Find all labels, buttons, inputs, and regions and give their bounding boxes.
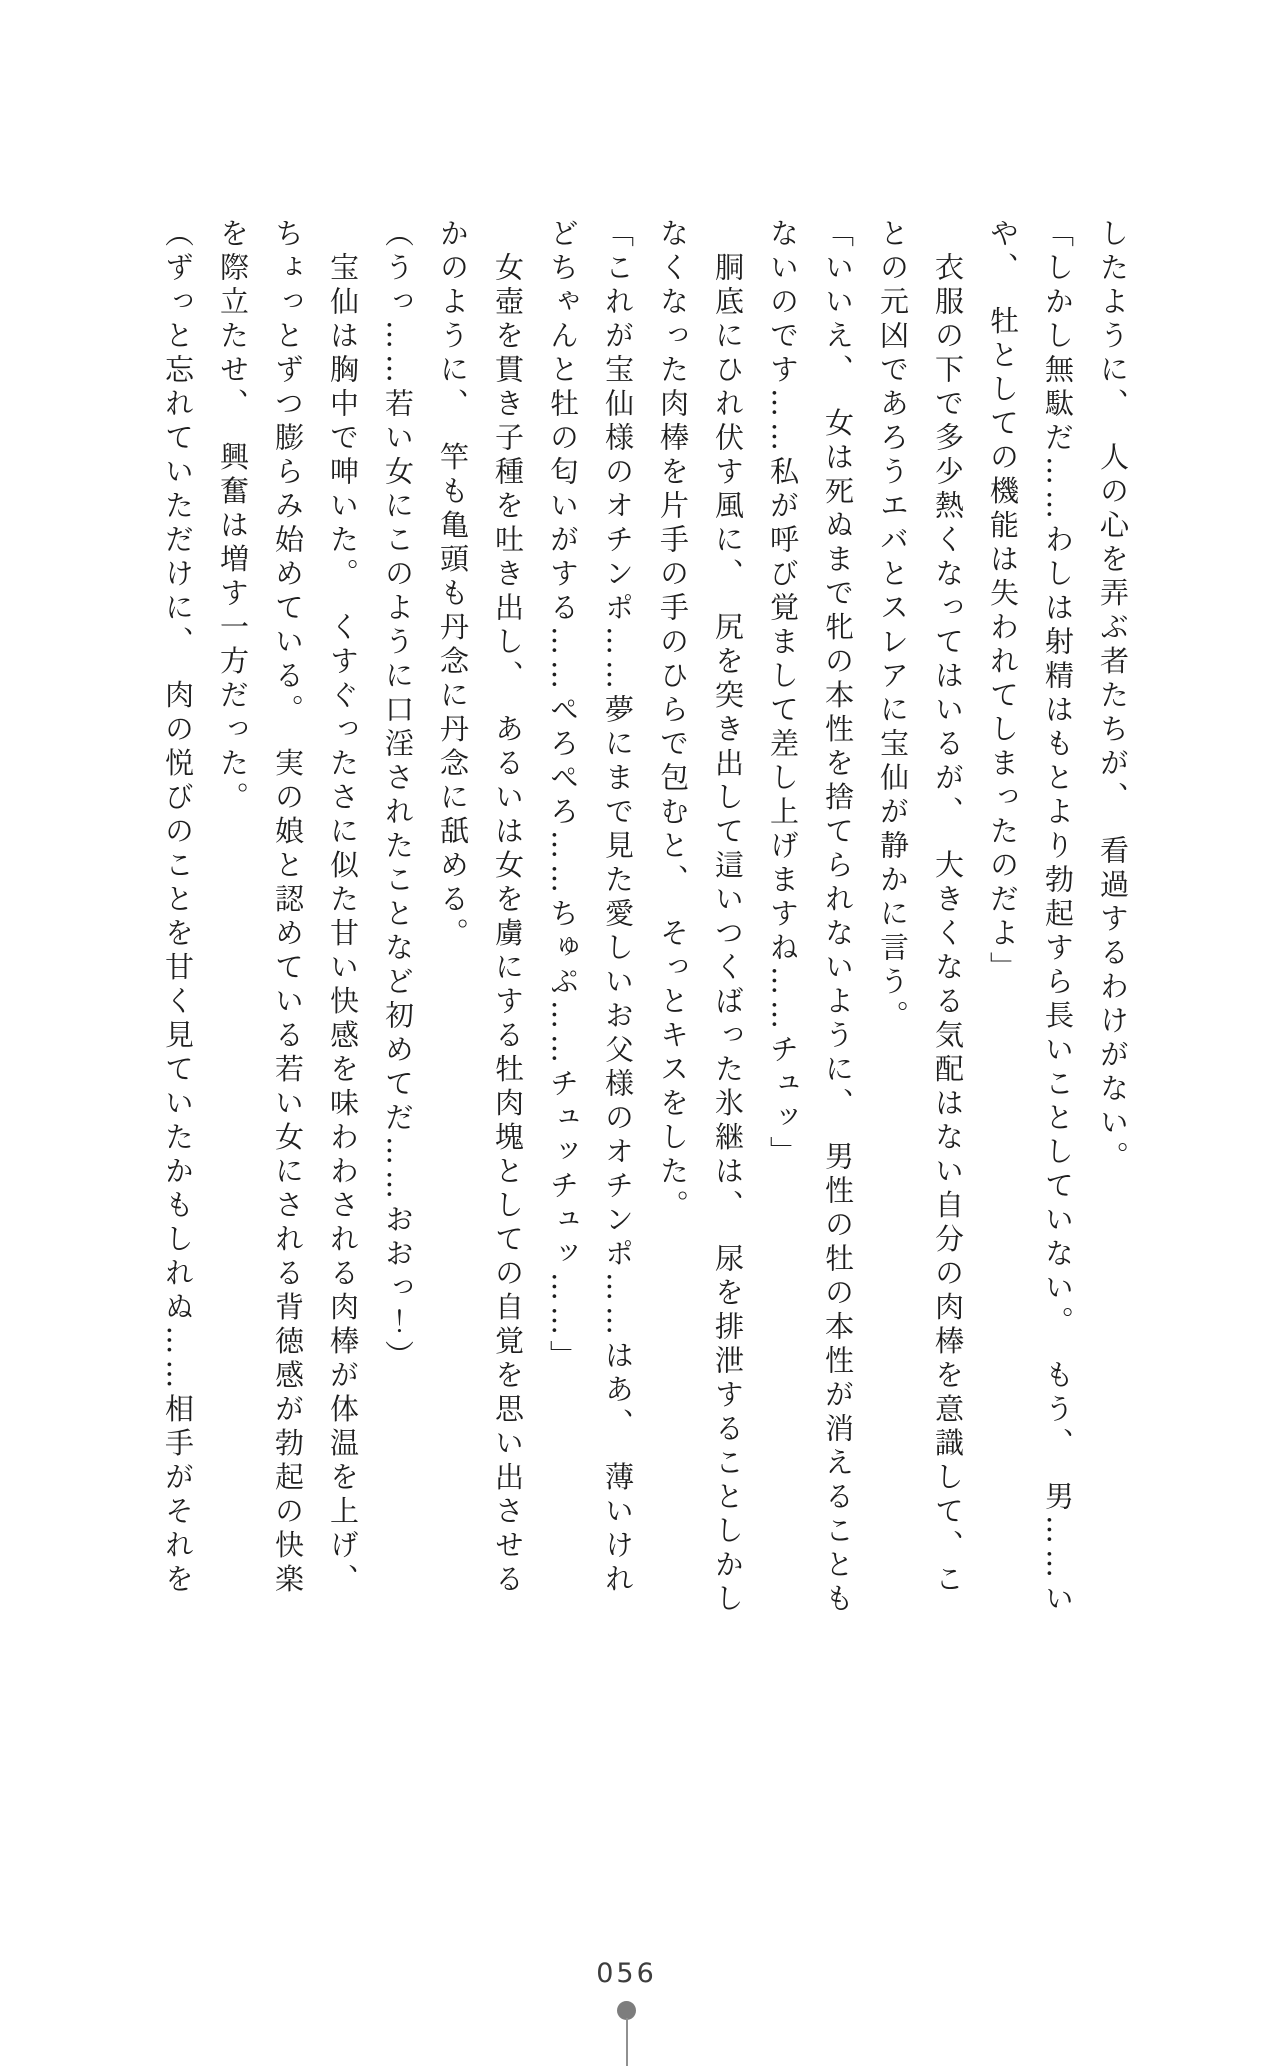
text-line: 宝仙は胸中で呻いた。 くすぐったさに似た甘い快感を味わわされる肉棒が体温を上げ、 <box>326 218 360 1598</box>
text-line: を際立たせ、 興奮は増す一方だった。 <box>216 218 250 816</box>
text-line: ちょっとずつ膨らみ始めている。 実の娘と認めている若い女にされる背徳感が勃起の快楽 <box>271 218 305 1598</box>
text-line: どちゃんと牡の匂いがする……ぺろぺろ……ちゅぷ……チュッチュッ……」 <box>546 218 580 1374</box>
text-line: かのように、 竿も亀頭も丹念に丹念に舐める。 <box>436 218 470 952</box>
text-line: との元凶であろうエバとスレアに宝仙が静かに言う。 <box>876 218 910 1034</box>
text-line: （うっ……若い女にこのように口淫されたことなど初めてだ……おおっ！） <box>381 218 415 1374</box>
text-line: 衣服の下で多少熱くなってはいるが、 大きくなる気配はない自分の肉棒を意識して、こ <box>931 218 965 1598</box>
page-text-block <box>150 218 1140 1663</box>
text-line: （ずっと忘れていただけに、 肉の悦びのことを甘く見ていたかもしれぬ……相手がそれを <box>161 218 195 1598</box>
text-line: や、 牡としての機能は失われてしまったのだよ」 <box>986 218 1020 986</box>
text-line: なくなった肉棒を片手の手のひらで包むと、 そっとキスをした。 <box>656 218 690 1224</box>
page-number: 056 <box>596 1958 657 1989</box>
text-line: 「しかし無駄だ……わしは射精はもとより勃起すら長いことしていない。 もう、 男……い <box>1041 218 1075 1617</box>
text-line: 胴底にひれ伏す風に、 尻を突き出して這いつくばった氷継は、 尿を排泄することしかし <box>711 218 745 1617</box>
text-line: 「これが宝仙様のオチンポ……夢にまで見た愛しいお父様のオチンポ……はあ、 薄いけれ <box>601 218 635 1598</box>
text-line: 女壺を貫き子種を吐き出し、 あるいは女を虜にする牡肉塊としての自覚を思い出させる <box>491 218 525 1598</box>
text-line: ないのです……私が呼び覚まして差し上げますね……チュッ」 <box>766 218 800 1170</box>
page-marker-line <box>626 2018 628 2066</box>
text-line: 「いいえ、 女は死ぬまで牝の本性を捨てられないように、 男性の牡の本性が消えることも <box>821 218 855 1617</box>
text-line: したように、 人の心を弄ぶ者たちが、 看過するわけがない。 <box>1096 218 1130 1175</box>
